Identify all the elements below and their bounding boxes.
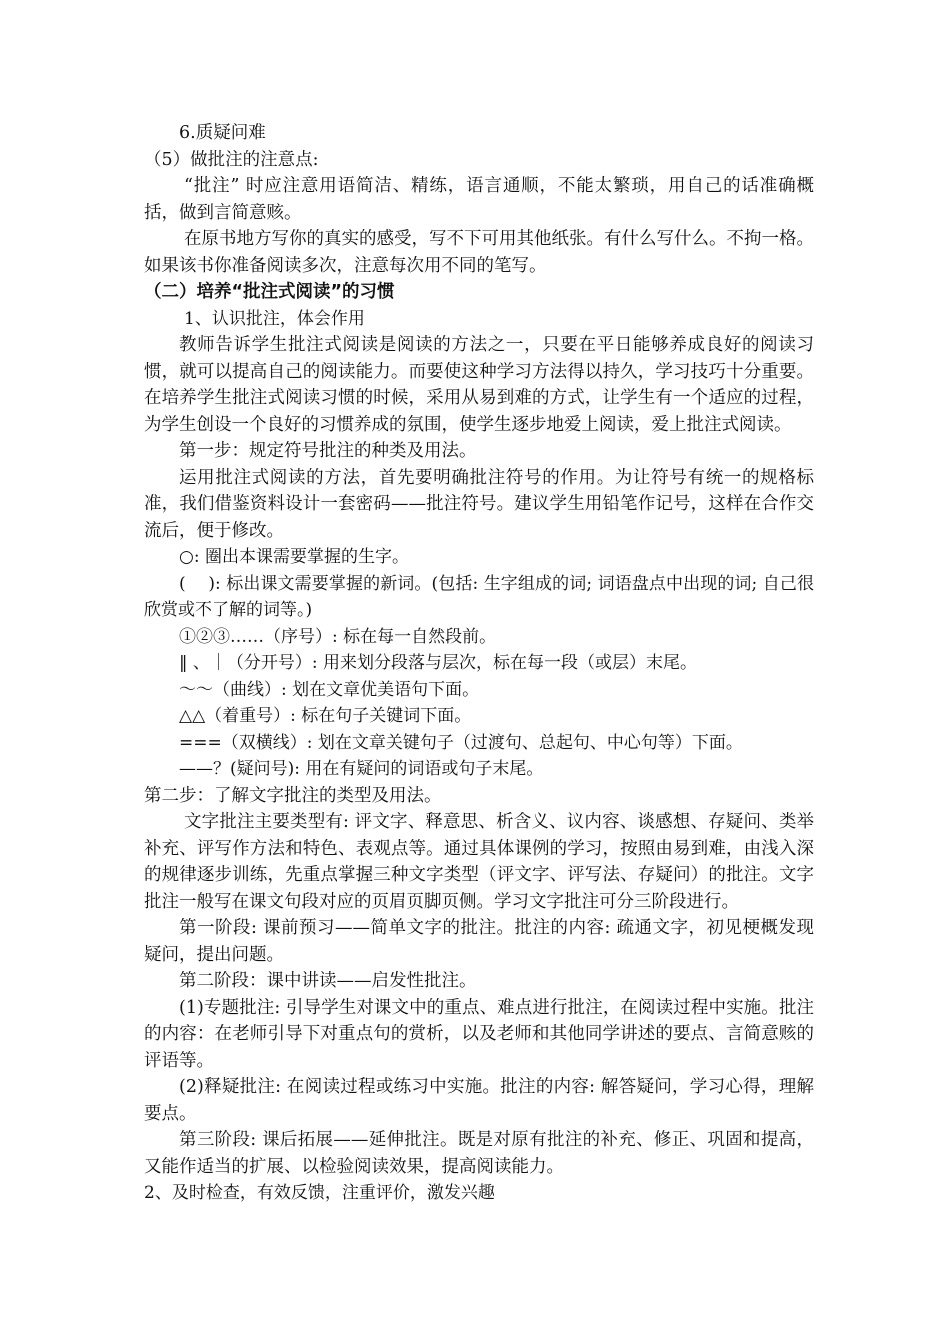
stage-2-item-1: (1)专题批注: 引导学生对课文中的重点、难点进行批注，在阅读过程中实施。批注的内容：在老师引导下对重点句的赏析，以及老师和其他同学讲述的要点、言简意赅的评语等。: [144, 997, 814, 1071]
symbol-triangle: △△（着重号）: 标在句子关键词下面。: [179, 706, 472, 726]
paragraph-notes-2: 在原书地方写你的真实的感受，写不下可用其他纸张。有什么写什么。不拘一格。如果该书你准备阅读多次，注意每次用不同的笔写。: [144, 229, 814, 276]
list-item-6: 6.质疑问难: [179, 123, 266, 143]
section-heading: （二）培养“批注式阅读”的习惯: [144, 282, 395, 302]
symbol-circle: ○: 圈出本课需要掌握的生字。: [179, 547, 409, 567]
step-2-title: 第二步：了解文字批注的类型及用法。: [144, 785, 442, 806]
symbol-wavy: ～～（曲线）: 划在文章优美语句下面。: [179, 679, 480, 700]
symbol-parentheses: ( ): 标出课文需要掌握的新词。(包括: 生字组成的词; 词语盘点中出现的词; 自己很欣赏或不了解的词等。): [144, 573, 814, 620]
paragraph-symbols: 运用批注式阅读的方法，首先要明确批注符号的作用。为让符号有统一的规格标准，我们借鉴资料设计一套密码——批注符号。建议学生用铅笔作记号，这样在合作交流后，便于修改。: [144, 467, 814, 541]
document-body: [144, 120, 814, 1207]
step-1-title: 第一步：规定符号批注的种类及用法。: [179, 441, 477, 461]
symbol-divider: ‖ 、｜（分开号）: 用来划分段落与层次，标在每一段（或层）末尾。: [179, 653, 698, 673]
stage-2: 第二阶段：课中讲读——启发性批注。: [179, 971, 477, 991]
paragraph-text-annotation: 文字批注主要类型有: 评文字、释意思、析含义、议内容、谈感想、存疑问、类举补充、评写作方法和特色、表观点等。通过具体课例的学习，按照由易到难，由浅入深的规律逐步训练，先重点掌握三种文字类型（评文字、评写法、存疑问）的批注。文字批注一般写在课文句段对应的页眉页脚页侧。学习文字批注可分三阶段进行。: [144, 812, 814, 912]
symbol-question: ——？(疑问号): 用在有疑问的词语或句子末尾。: [179, 759, 544, 779]
stage-1: 第一阶段: 课前预习——简单文字的批注。批注的内容: 疏通文字，初见梗概发现疑问，提出问题。: [144, 918, 814, 965]
paragraph-intro: 教师告诉学生批注式阅读是阅读的方法之一，只要在平日能够养成良好的阅读习惯，就可以提高自己的阅读能力。而要使这种学习方法得以持久，学习技巧十分重要。在培养学生批注式阅读习惯的时候，采用从易到难的方式，让学生有一个适应的过程，为学生创设一个良好的习惯养成的氛围，使学生逐步地爱上阅读，爱上批注式阅读。: [144, 335, 814, 435]
paragraph-notes-1: “批注” 时应注意用语简洁、精练，语言通顺，不能太繁琐，用自己的话准确概括，做到言简意赅。: [144, 176, 814, 223]
subheading-1: 1、认识批注，体会作用: [184, 308, 365, 329]
subheading-2: 2、及时检查，有效反馈，注重评价，激发兴趣: [144, 1183, 495, 1203]
stage-2-item-2: (2)释疑批注: 在阅读过程或练习中实施。批注的内容: 解答疑问，学习心得，理解要点。: [144, 1077, 814, 1124]
subheading-notes: （5）做批注的注意点:: [144, 149, 319, 170]
symbol-double-line: ===（双横线）: 划在文章关键句子（过渡句、总起句、中心句等）下面。: [179, 732, 743, 753]
symbol-numbers: ①②③……（序号）: 标在每一自然段前。: [179, 626, 497, 647]
stage-3: 第三阶段: 课后拓展——延伸批注。既是对原有批注的补充、修正、巩固和提高，又能作适当的扩展、以检验阅读效果，提高阅读能力。: [144, 1130, 814, 1177]
